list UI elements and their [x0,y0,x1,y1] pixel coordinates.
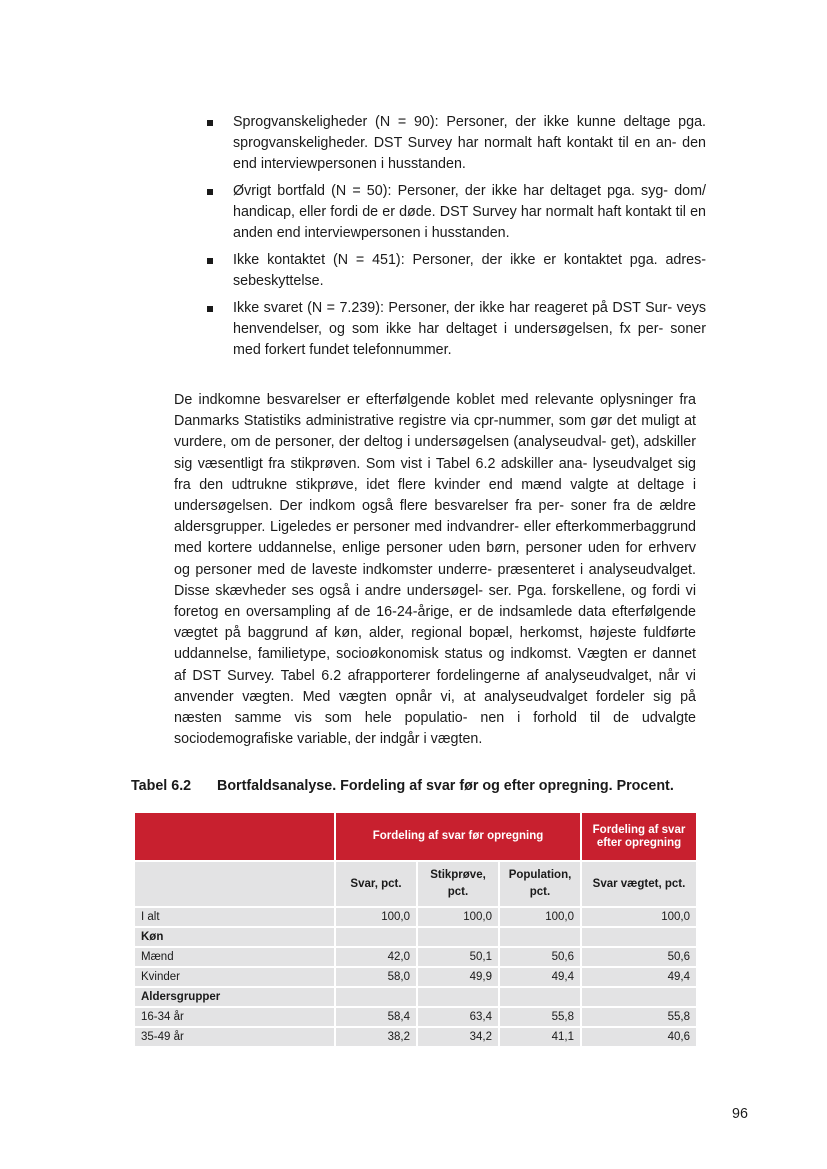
row-label: 16-34 år [135,1008,334,1026]
table-cell: 55,8 [500,1008,580,1026]
table-row [135,1008,696,1026]
table-cell: 100,0 [336,908,416,926]
table-cell: 55,8 [582,1008,696,1026]
table-corner-cell [135,813,334,860]
table-cell [500,988,580,1006]
table-label-header [135,862,334,906]
bullet-list [206,112,706,367]
bullet-text: Ikke kontaktet (N = 451): Personer, der ikke er kontaktet pga. adres- sebeskyttelse. [233,252,706,289]
table-cell: 34,2 [418,1028,498,1046]
bullet-text: Ikke svaret (N = 7.239): Personer, der ikke har reageret på DST Sur- veys henvendelser, og som ikke har deltaget i undersøgelsen, fx per- soner med forkert fundet telefonnummer. [233,300,706,358]
table-row [135,948,696,966]
table-cell [418,928,498,946]
table-cell [582,988,696,1006]
table-column-header-row [135,862,696,906]
section-label: Køn [135,928,334,946]
bullet-item [206,250,706,292]
table-cell: 50,1 [418,948,498,966]
table-cell: 50,6 [582,948,696,966]
table-cell: 100,0 [418,908,498,926]
table-cell: 63,4 [418,1008,498,1026]
bullet-item [206,181,706,244]
table-caption-number: Tabel 6.2 [131,778,192,794]
table-cell [336,928,416,946]
group-header-after: Fordeling af svar efter opregning [582,813,696,860]
table-cell: 100,0 [500,908,580,926]
section-label: Aldersgrupper [135,988,334,1006]
table-cell: 38,2 [336,1028,416,1046]
table-cell: 100,0 [582,908,696,926]
page-number: 96 [732,1106,748,1122]
group-header-before: Fordeling af svar før opregning [336,813,580,860]
square-bullet-icon [207,189,213,195]
bullet-text: Øvrigt bortfald (N = 50): Personer, der ikke har deltaget pga. syg- dom/ handicap, eller fordi de er døde. DST Survey har normalt haft kontakt til en anden end interviewpersonen i husstanden. [233,183,706,241]
table-row [135,1028,696,1046]
column-header: Svar vægtet, pct. [582,862,696,906]
column-header: Svar, pct. [336,862,416,906]
square-bullet-icon [207,120,213,126]
table-row [135,908,696,926]
row-label: 35-49 år [135,1028,334,1046]
table-cell [336,988,416,1006]
bullet-text: Sprogvanskeligheder (N = 90): Personer, der ikke kunne deltage pga. sprogvanskeligheder. DST Survey har normalt haft kontakt til en an- den end interviewpersonen i husstanden. [233,114,706,172]
table-cell: 58,4 [336,1008,416,1026]
column-header: Population, pct. [500,862,580,906]
table-cell: 50,6 [500,948,580,966]
square-bullet-icon [207,258,213,264]
table-cell: 49,4 [582,968,696,986]
table-cell [418,988,498,1006]
table-cell [582,928,696,946]
column-header: Stikprøve, pct. [418,862,498,906]
table-caption-title: Bortfaldsanalyse. Fordeling af svar før og efter opregning. Procent. [217,778,674,794]
table-cell: 40,6 [582,1028,696,1046]
row-label: Kvinder [135,968,334,986]
table-cell: 58,0 [336,968,416,986]
table-section-row [135,928,696,946]
square-bullet-icon [207,306,213,312]
table-cell [500,928,580,946]
table-cell: 41,1 [500,1028,580,1046]
table-section-row [135,988,696,1006]
dropout-table [133,811,698,1048]
table-caption [131,778,674,794]
table-group-header-row [135,813,696,860]
row-label: I alt [135,908,334,926]
table-cell: 49,4 [500,968,580,986]
table-cell: 49,9 [418,968,498,986]
table-cell: 42,0 [336,948,416,966]
bullet-item [206,112,706,175]
body-paragraph: De indkomne besvarelser er efterfølgende koblet med relevante oplysninger fra Danmarks Statistiks administrative registre via cpr-nummer, som gør det muligt at vurdere, om de personer, der deltog i undersøgelsen (analyseudval- get), adskiller sig væsentligt fra stikprøven. Som vist i Tabel 6.2 adskiller ana- lyseudvalget sig fra den udtrukne stikprøve, idet flere kvinder end mænd valgte at deltage i undersøgelsen. Der indkom også flere besvarelser fra per- soner fra de ældre aldersgrupper. Ligeledes er personer med indvandrer- eller efterkommerbaggrund med kortere uddannelse, enlige personer uden børn, personer uden for erhverv og personer med de laveste indkomster underre- præsenteret i analyseudvalget. Disse skævheder ses også i andre undersøgel- ser. Pga. forskellene, og fordi vi foretog en oversampling af de 16-24-årige, er de indsamlede data efterfølgende vægtet på baggrund af køn, alder, regional bopæl, herkomst, højeste fuldførte uddannelse, familietype, socioøkonomisk status og indkomst. Vægten er dannet af DST Survey. Tabel 6.2 afrapporterer fordelingerne af analyseudvalget, når vi anvender vægten. Med vægten opnår vi, at analyseudvalget fordeler sig på næsten samme vis som hele populatio- nen i forhold til de udvalgte sociodemografiske variable, der indgår i vægten. [174,392,696,748]
table-row [135,968,696,986]
row-label: Mænd [135,948,334,966]
bullet-item [206,298,706,361]
